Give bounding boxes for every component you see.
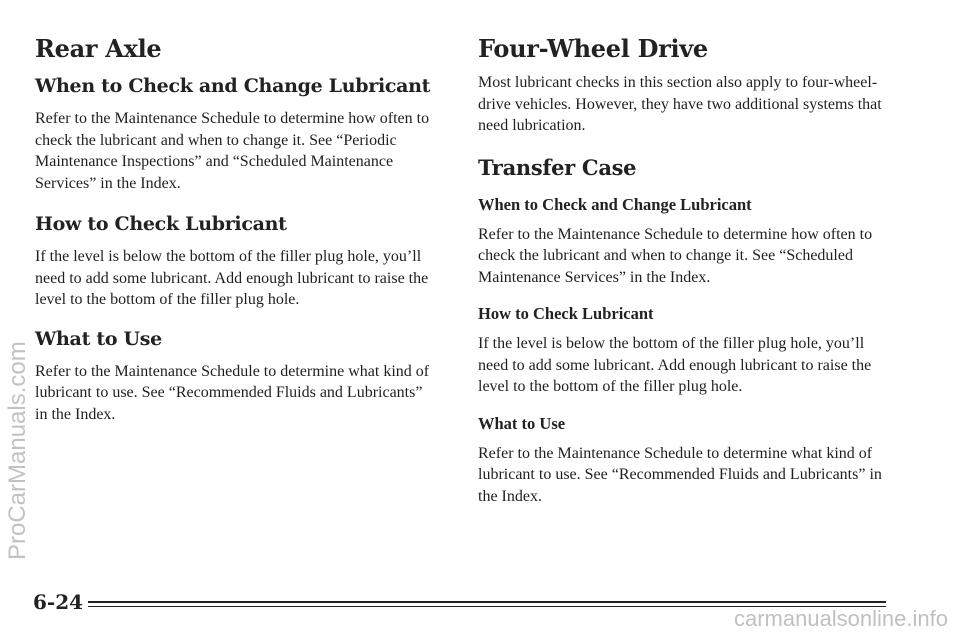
transfer-case-check-change-heading: When to Check and Change Lubricant bbox=[478, 194, 752, 214]
left-column bbox=[35, 34, 435, 441]
rear-axle-title: Rear Axle bbox=[35, 34, 162, 63]
transfer-case-what-to-use-body: Refer to the Maintenance Schedule to determine what kind of lubricant to use. See “Recommended Fluids and Lubricants” in the Index. bbox=[478, 444, 882, 505]
transfer-case-what-to-use-heading: What to Use bbox=[478, 413, 566, 433]
transfer-case-how-to-check-heading: How to Check Lubricant bbox=[478, 304, 654, 323]
rear-axle-check-change-heading: When to Check and Change Lubricant bbox=[35, 75, 431, 97]
four-wheel-drive-title: Four-Wheel Drive bbox=[478, 34, 708, 63]
rear-axle-how-to-check-body: If the level is below the bottom of the filler plug hole, you’ll need to add some lubricant. Add enough lubricant to raise the level to the bottom of the filler plug hole. bbox=[35, 248, 429, 308]
bottom-watermark: carmanualsonline.info bbox=[733, 606, 948, 631]
page-number: 6-24 bbox=[33, 590, 84, 614]
rear-axle-how-to-check-heading: How to Check Lubricant bbox=[35, 213, 287, 235]
transfer-case-subtitle: Transfer Case bbox=[478, 154, 637, 180]
transfer-case-check-change-body: Refer to the Maintenance Schedule to determine how often to check the lubricant and when to change it. See “Scheduled Maintenance Services” in the Index. bbox=[478, 225, 873, 286]
four-wheel-drive-intro: Most lubricant checks in this section also apply to four-wheel-drive vehicles. However, they have two additional systems that need lubrication. bbox=[478, 74, 882, 134]
footer-rule-thick bbox=[88, 601, 886, 603]
side-watermark: ProCarManuals.com bbox=[4, 341, 31, 560]
right-column bbox=[478, 34, 898, 523]
rear-axle-what-to-use-heading: What to Use bbox=[35, 327, 162, 350]
rear-axle-what-to-use-body: Refer to the Maintenance Schedule to determine what kind of lubricant to use. See “Recommended Fluids and Lubricants” in the Index. bbox=[35, 362, 430, 423]
transfer-case-how-to-check-body: If the level is below the bottom of the filler plug hole, you’ll need to add some lubricant. Add enough lubricant to raise the level to the bottom of the filler plug hole. bbox=[478, 335, 872, 395]
rear-axle-check-change-body: Refer to the Maintenance Schedule to determine how often to check the lubricant and when to change it. See “Periodic Maintenance Inspections” and “Scheduled Maintenance Services” in the Index. bbox=[35, 110, 430, 192]
